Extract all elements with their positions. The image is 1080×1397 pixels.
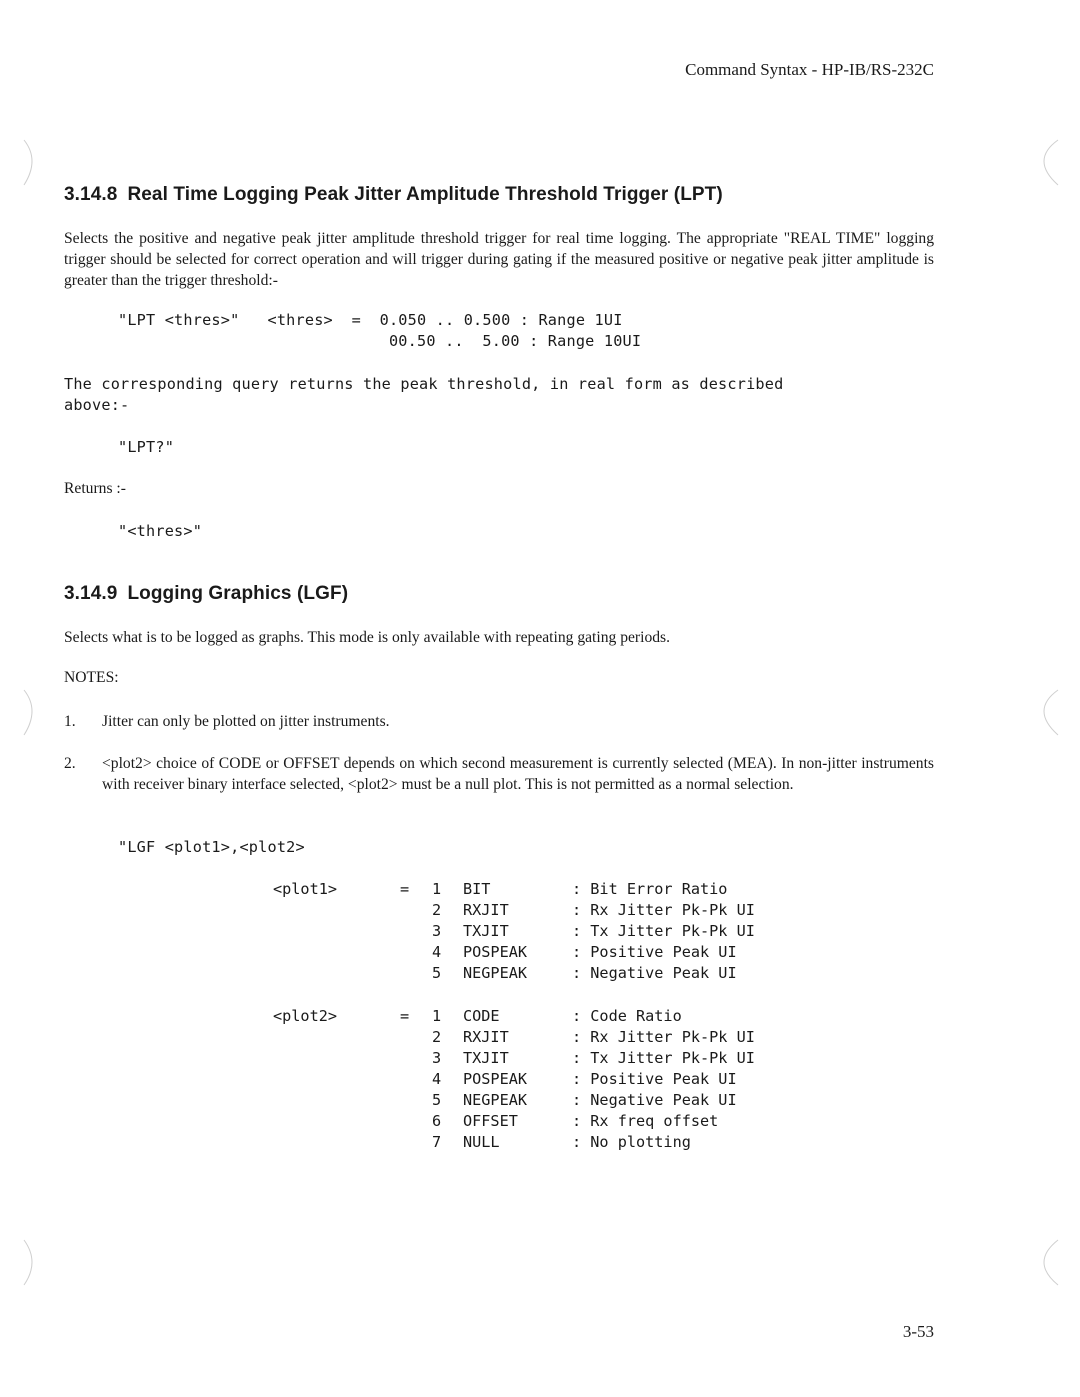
- option-code: TXJIT: [463, 922, 509, 940]
- option-code: NULL: [463, 1133, 500, 1151]
- option-description: : Bit Error Ratio: [572, 880, 728, 898]
- option-number: 1: [432, 1007, 442, 1025]
- option-description: : Tx Jitter Pk-Pk UI: [572, 1049, 755, 1067]
- option-code: RXJIT: [463, 1028, 509, 1046]
- equals-sign: =: [400, 1007, 410, 1025]
- option-code: TXJIT: [463, 1049, 509, 1067]
- running-header: Command Syntax - HP-IB/RS-232C: [685, 60, 934, 79]
- option-number: 4: [432, 943, 442, 961]
- punch-hole-mark: [1044, 140, 1058, 185]
- option-code: RXJIT: [463, 901, 509, 919]
- note-text: <plot2> choice of CODE or OFFSET depends on which second measurement is currently selected (MEA). In non-jitter instruments with receiver binary interface selected, <plot2> must be a null plot. This is not permitted as a normal selection.: [102, 755, 934, 793]
- lpt-query-text-1: The corresponding query returns the peak threshold, in real form as described: [64, 375, 784, 393]
- option-number: 3: [432, 922, 442, 940]
- lpt-syntax-line-1: "LPT <thres>" <thres> = 0.050 .. 0.500 : Range 1UI: [118, 311, 623, 329]
- section-number: 3.14.8: [64, 184, 118, 205]
- section-title: Real Time Logging Peak Jitter Amplitude Threshold Trigger (LPT): [127, 184, 723, 205]
- option-description: : Code Ratio: [572, 1007, 682, 1025]
- page-number: 3-53: [902, 1322, 934, 1341]
- option-description: : No plotting: [572, 1133, 691, 1151]
- note-text: Jitter can only be plotted on jitter instruments.: [102, 713, 390, 730]
- option-description: : Positive Peak UI: [572, 943, 737, 961]
- option-description: : Rx Jitter Pk-Pk UI: [572, 1028, 755, 1046]
- option-number: 7: [432, 1133, 442, 1151]
- option-code: CODE: [463, 1007, 500, 1025]
- option-code: OFFSET: [463, 1112, 518, 1130]
- lgf-syntax: "LGF <plot1>,<plot2>: [118, 838, 305, 856]
- option-number: 2: [432, 901, 442, 919]
- option-number: 5: [432, 964, 442, 982]
- returns-label: Returns :-: [64, 480, 126, 497]
- punch-hole-mark: [1044, 1240, 1058, 1285]
- option-description: : Positive Peak UI: [572, 1070, 737, 1088]
- option-code: NEGPEAK: [463, 964, 528, 982]
- option-description: : Negative Peak UI: [572, 1091, 737, 1109]
- option-number: 6: [432, 1112, 442, 1130]
- lgf-description: Selects what is to be logged as graphs. This mode is only available with repeating gating periods.: [64, 629, 671, 646]
- plot2-label: <plot2>: [273, 1007, 338, 1025]
- option-description: : Rx freq offset: [572, 1112, 719, 1130]
- lpt-query-text-2: above:-: [64, 396, 130, 414]
- option-number: 3: [432, 1049, 442, 1067]
- section-title: Logging Graphics (LGF): [127, 583, 349, 604]
- option-code: NEGPEAK: [463, 1091, 528, 1109]
- punch-hole-mark: [1044, 690, 1058, 735]
- option-code: BIT: [463, 880, 491, 898]
- plot1-label: <plot1>: [273, 880, 338, 898]
- punch-hole-mark: [24, 690, 32, 735]
- punch-hole-mark: [24, 140, 32, 185]
- option-description: : Tx Jitter Pk-Pk UI: [572, 922, 755, 940]
- lpt-return-value: "<thres>": [118, 522, 203, 540]
- option-number: 4: [432, 1070, 442, 1088]
- equals-sign: =: [400, 880, 410, 898]
- option-code: POSPEAK: [463, 943, 528, 961]
- option-number: 5: [432, 1091, 442, 1109]
- notes-label: NOTES:: [64, 669, 119, 686]
- punch-hole-mark: [24, 1240, 32, 1285]
- option-number: 2: [432, 1028, 442, 1046]
- lpt-query-command: "LPT?": [118, 438, 175, 456]
- lpt-description: Selects the positive and negative peak jitter amplitude threshold trigger for real time logging. The appropriate "REAL TIME" logging trigger should be selected for correct operation and will trigger during gating if the measured positive or negative peak jitter amplitude is greater than the trigger threshold:-: [64, 230, 934, 289]
- option-description: : Negative Peak UI: [572, 964, 737, 982]
- option-number: 1: [432, 880, 442, 898]
- lpt-syntax-line-2: 00.50 .. 5.00 : Range 10UI: [118, 332, 642, 350]
- note-number: 1.: [64, 713, 76, 730]
- note-number: 2.: [64, 755, 76, 772]
- option-description: : Rx Jitter Pk-Pk UI: [572, 901, 755, 919]
- option-code: POSPEAK: [463, 1070, 528, 1088]
- section-number: 3.14.9: [64, 583, 118, 604]
